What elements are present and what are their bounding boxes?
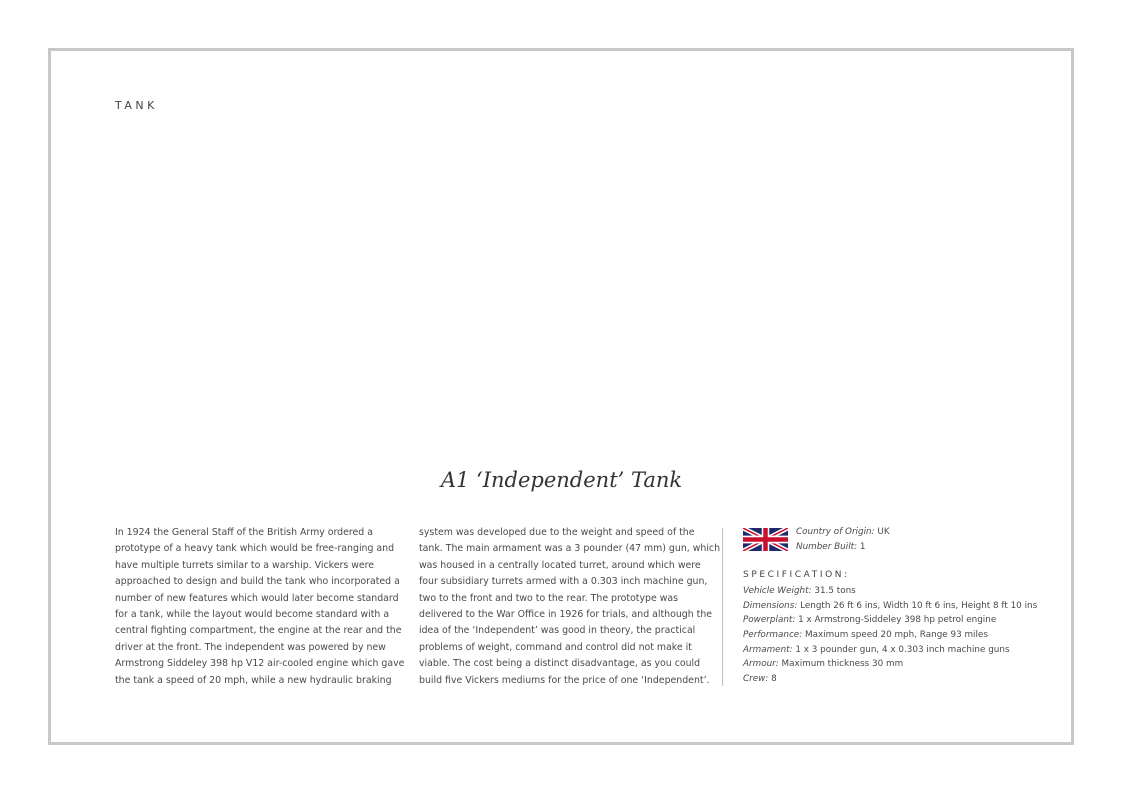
spec-value: 8 [768,674,777,685]
spec-value: Maximum speed 20 mph, Range 93 miles [802,630,988,641]
origin-info [796,525,890,554]
text-line: Armstrong Siddeley 398 hp V12 air-cooled engine which gave [115,658,405,670]
text-line: central fighting compartment, the engine at the rear and the [115,625,402,637]
text-line: approached to design and build the tank who incorporated a [115,576,400,588]
text-line: have multiple turrets similar to a warship. Vickers were [115,559,375,571]
specification-list [743,584,1037,687]
text-line: In 1924 the General Staff of the British Army ordered a [115,527,373,538]
spec-label: Performance: [743,630,803,641]
spec-value: 1 x Armstrong-Siddeley 398 hp petrol engine [795,615,997,626]
built-label: Number Built: [796,541,858,552]
country-of-origin [796,525,890,540]
built-value: 1 [857,541,866,552]
page-title [0,468,1123,492]
spec-row [743,613,1037,628]
spec-row [743,628,1037,643]
spec-row [743,599,1037,614]
text-line: was housed in a centrally located turret, around which were [419,559,701,571]
text-line: tank. The main armament was a 3 pounder (47 mm) gun, which [419,543,721,555]
spec-value: Length 26 ft 6 ins, Width 10 ft 6 ins, Height 8 ft 10 ins [797,600,1038,611]
number-built [796,540,890,555]
text-line: build five Vickers mediums for the price of one ‘Independent’. [419,674,710,686]
spec-label: Powerplant: [743,615,796,626]
spec-label: Crew: [743,674,769,685]
spec-value: 1 x 3 pounder gun, 4 x 0.303 inch machine guns [792,644,1010,655]
text-line: two to the front and two to the rear. The prototype was [419,592,679,604]
spec-label: Armour: [743,659,779,670]
spec-label: Dimensions: [743,600,798,611]
text-line: problems of weight, command and control did not make it [419,641,692,653]
title-text: A1 ‘Independent’ Tank [440,468,683,492]
body-column-2 [419,525,720,689]
text-line: driver at the front. The independent was powered by new [115,641,386,653]
spec-row [743,643,1037,658]
category-label: TANK [115,99,158,112]
specification-heading: SPECIFICATION: [743,570,850,580]
country-label: Country of Origin: [796,527,875,537]
text-line: system was developed due to the weight and speed of the [419,527,695,538]
text-line: for a tank, while the layout would become standard with a [115,608,390,620]
country-value: UK [874,527,890,537]
text-line: idea of the ‘Independent’ was good in theory, the practical [419,625,696,637]
text-line: the tank a speed of 20 mph, while a new hydraulic braking [115,674,392,686]
text-line: viable. The cost being a distinct disadvantage, as you could [419,658,701,670]
text-line: number of new features which would later become standard [115,592,399,604]
spec-label: Vehicle Weight: [743,586,812,596]
text-line: delivered to the War Office in 1926 for trials, and although the [419,608,713,620]
column-divider [722,528,723,686]
spec-row [743,672,1037,687]
body-column-1 [115,525,404,689]
spec-label: Armament: [743,644,793,655]
spec-value: Maximum thickness 30 mm [778,659,904,670]
text-line: four subsidiary turrets armed with a 0.303 inch machine gun, [419,576,708,588]
spec-row [743,584,1037,599]
text-line: prototype of a heavy tank which would be free-ranging and [115,543,395,555]
spec-value: 31.5 tons [811,586,856,596]
spec-row [743,657,1037,672]
union-jack-flag-icon [743,528,788,551]
